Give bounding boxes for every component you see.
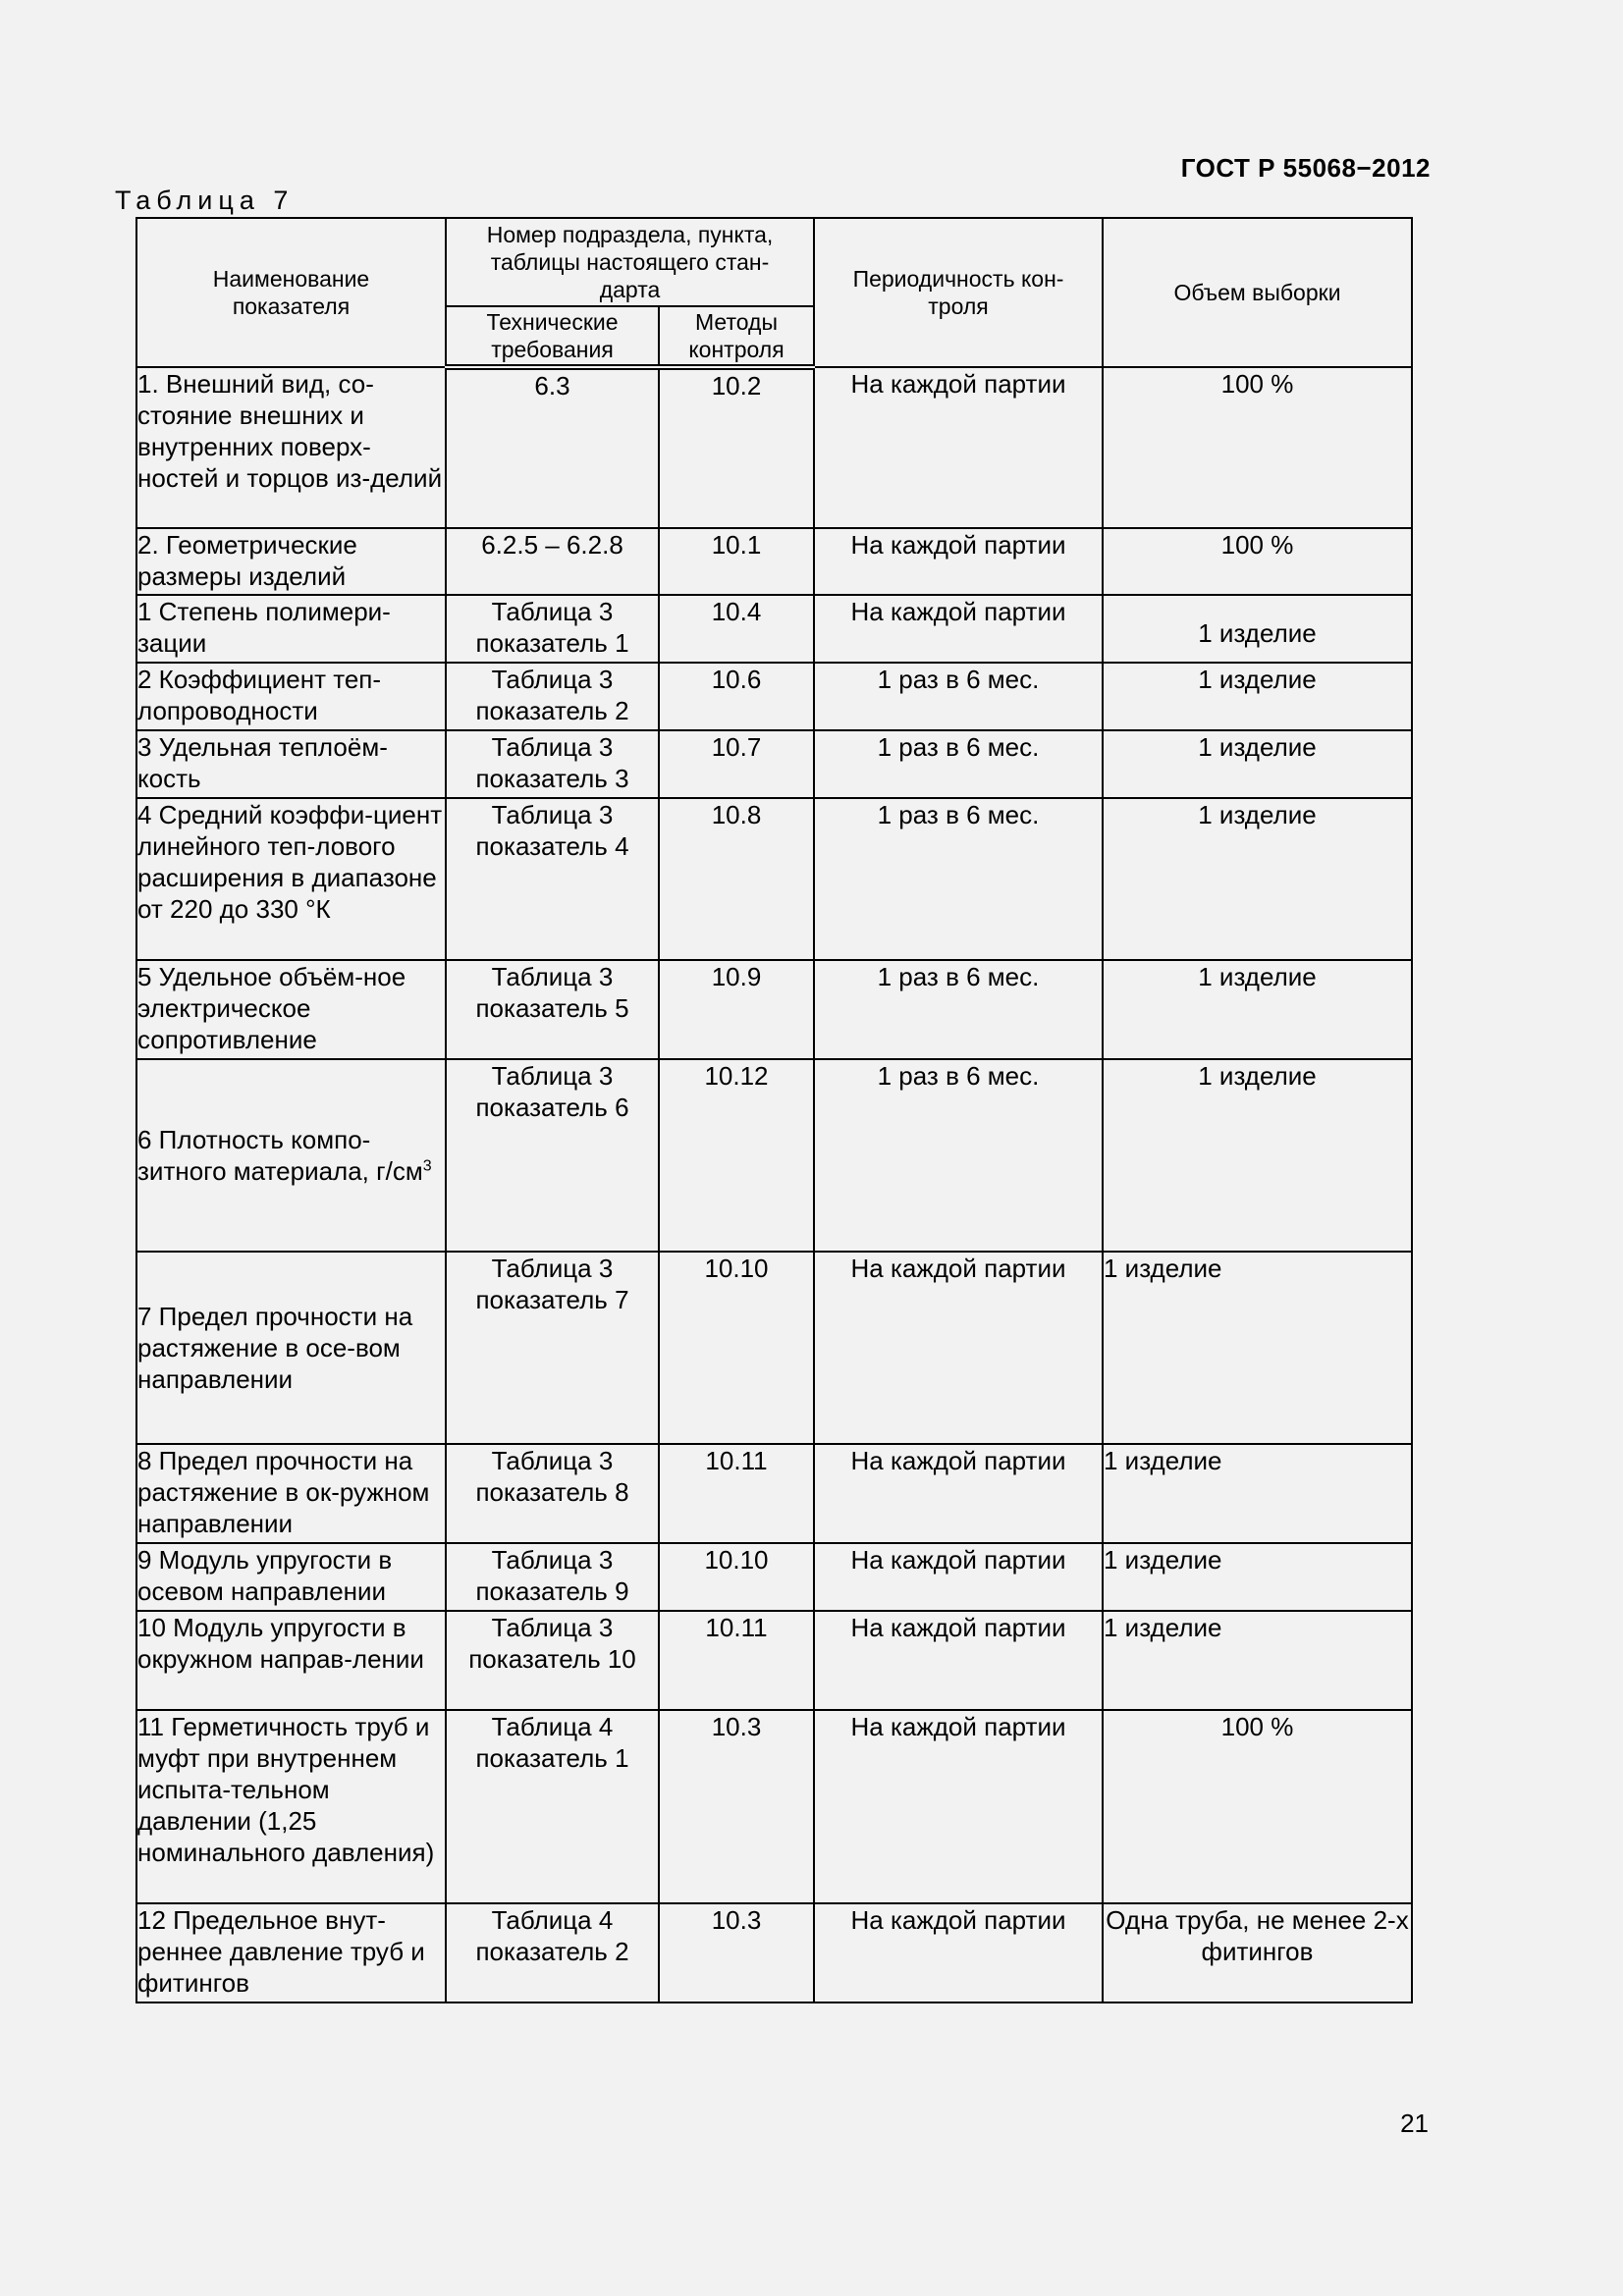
cell-tech: Таблица 3 показатель 5 <box>446 960 659 1059</box>
requirements-table <box>135 217 1413 2003</box>
cell-method: 10.12 <box>659 1059 814 1252</box>
table-row <box>136 730 1412 798</box>
cell-method: 10.10 <box>659 1252 814 1444</box>
cell-frequency: На каждой партии <box>814 1444 1103 1543</box>
cell-method: 10.10 <box>659 1543 814 1611</box>
header-sample-size: Объем выборки <box>1103 218 1412 367</box>
cell-name: 2 Коэффициент теп-лопроводности <box>136 663 446 730</box>
cell-sample: Одна труба, не менее 2-х фитингов <box>1103 1903 1412 2002</box>
header-frequency: Периодичность кон-троля <box>814 218 1103 367</box>
cell-method: 10.6 <box>659 663 814 730</box>
cell-frequency: На каждой партии <box>814 528 1103 595</box>
cell-name: 4 Средний коэффи-циент линейного теп-лового расширения в диапазоне от 220 до 330 °К <box>136 798 446 960</box>
cell-tech: Таблица 3 показатель 7 <box>446 1252 659 1444</box>
cell-sample: 1 изделие <box>1103 1444 1412 1543</box>
table-row <box>136 1252 1412 1444</box>
table-row <box>136 960 1412 1059</box>
cell-name-superscript: 3 <box>422 1157 432 1175</box>
cell-name: 7 Предел прочности на растяжение в осе-вом направлении <box>136 1252 446 1444</box>
table-row <box>136 1710 1412 1903</box>
cell-sample: 1 изделие <box>1103 730 1412 798</box>
document-code: ГОСТ Р 55068−2012 <box>1180 153 1431 183</box>
cell-frequency: На каждой партии <box>814 1710 1103 1903</box>
header-name: Наименование показателя <box>136 218 446 367</box>
cell-name: 1. Внешний вид, со-стояние внешних и внутренних поверх-ностей и торцов из-делий <box>136 367 446 528</box>
cell-name: 5 Удельное объём-ное электрическое сопротивление <box>136 960 446 1059</box>
cell-tech: 6.3 <box>446 367 659 528</box>
cell-sample: 100 % <box>1103 1710 1412 1903</box>
cell-sample: 1 изделие <box>1103 798 1412 960</box>
cell-method: 10.1 <box>659 528 814 595</box>
cell-frequency: На каждой партии <box>814 1252 1103 1444</box>
cell-method: 10.11 <box>659 1444 814 1543</box>
cell-tech: Таблица 4 показатель 2 <box>446 1903 659 2002</box>
cell-name: 10 Модуль упругости в окружном направ-лении <box>136 1611 446 1710</box>
cell-method: 10.7 <box>659 730 814 798</box>
table-row <box>136 1903 1412 2002</box>
header-tech-requirements: Технические требования <box>446 306 659 367</box>
cell-tech: Таблица 3 показатель 2 <box>446 663 659 730</box>
header-test-methods: Методы контроля <box>659 306 814 367</box>
cell-name: 2. Геометрические размеры изделий <box>136 528 446 595</box>
table-row <box>136 1444 1412 1543</box>
cell-name: 1 Степень полимери-зации <box>136 595 446 663</box>
page-number: 21 <box>1400 2109 1429 2138</box>
table-row <box>136 1059 1412 1252</box>
header-section-group: Номер подраздела, пункта, таблицы настоящего стан-дарта <box>446 218 814 306</box>
table-caption: Таблица 7 <box>115 186 295 215</box>
cell-frequency: 1 раз в 6 мес. <box>814 798 1103 960</box>
cell-name: 11 Герметичность труб и муфт при внутреннем испыта-тельном давлении (1,25 номинального давления) <box>136 1710 446 1903</box>
cell-method: 10.3 <box>659 1903 814 2002</box>
cell-method: 10.4 <box>659 595 814 663</box>
cell-frequency: На каждой партии <box>814 367 1103 528</box>
cell-sample: 1 изделие <box>1103 1252 1412 1444</box>
cell-tech: Таблица 3 показатель 9 <box>446 1543 659 1611</box>
cell-tech: Таблица 3 показатель 4 <box>446 798 659 960</box>
cell-sample: 100 % <box>1103 528 1412 595</box>
cell-tech: Таблица 3 показатель 1 <box>446 595 659 663</box>
cell-sample: 1 изделие <box>1103 1543 1412 1611</box>
cell-tech: 6.2.5 – 6.2.8 <box>446 528 659 595</box>
cell-frequency: 1 раз в 6 мес. <box>814 1059 1103 1252</box>
cell-tech: Таблица 3 показатель 3 <box>446 730 659 798</box>
table-row <box>136 1611 1412 1710</box>
cell-sample: 1 изделие <box>1103 595 1412 663</box>
cell-sample: 1 изделие <box>1103 960 1412 1059</box>
cell-frequency: 1 раз в 6 мес. <box>814 730 1103 798</box>
cell-sample: 1 изделие <box>1103 663 1412 730</box>
cell-method: 10.8 <box>659 798 814 960</box>
table-row <box>136 663 1412 730</box>
table-row <box>136 798 1412 960</box>
cell-sample: 1 изделие <box>1103 1059 1412 1252</box>
cell-tech: Таблица 3 показатель 6 <box>446 1059 659 1252</box>
table-row <box>136 367 1412 528</box>
cell-name: 8 Предел прочности на растяжение в ок-ружном направлении <box>136 1444 446 1543</box>
table-row <box>136 595 1412 663</box>
cell-tech: Таблица 4 показатель 1 <box>446 1710 659 1903</box>
cell-method: 10.3 <box>659 1710 814 1903</box>
cell-name: 9 Модуль упругости в осевом направлении <box>136 1543 446 1611</box>
cell-method: 10.11 <box>659 1611 814 1710</box>
cell-name-text: 6 Плотность компо-зитного материала, г/см <box>137 1125 423 1186</box>
cell-frequency: На каждой партии <box>814 1611 1103 1710</box>
cell-method: 10.9 <box>659 960 814 1059</box>
cell-tech: Таблица 3 показатель 10 <box>446 1611 659 1710</box>
cell-frequency: На каждой партии <box>814 1543 1103 1611</box>
table-row <box>136 1543 1412 1611</box>
cell-name: 3 Удельная теплоём-кость <box>136 730 446 798</box>
cell-frequency: 1 раз в 6 мес. <box>814 960 1103 1059</box>
cell-method: 10.2 <box>659 367 814 528</box>
cell-name: 12 Предельное внут-реннее давление труб и фитингов <box>136 1903 446 2002</box>
cell-tech: Таблица 3 показатель 8 <box>446 1444 659 1543</box>
cell-sample: 1 изделие <box>1103 1611 1412 1710</box>
cell-frequency: 1 раз в 6 мес. <box>814 663 1103 730</box>
cell-sample: 100 % <box>1103 367 1412 528</box>
cell-frequency: На каждой партии <box>814 595 1103 663</box>
table-row <box>136 528 1412 595</box>
cell-name <box>136 1059 446 1252</box>
cell-frequency: На каждой партии <box>814 1903 1103 2002</box>
